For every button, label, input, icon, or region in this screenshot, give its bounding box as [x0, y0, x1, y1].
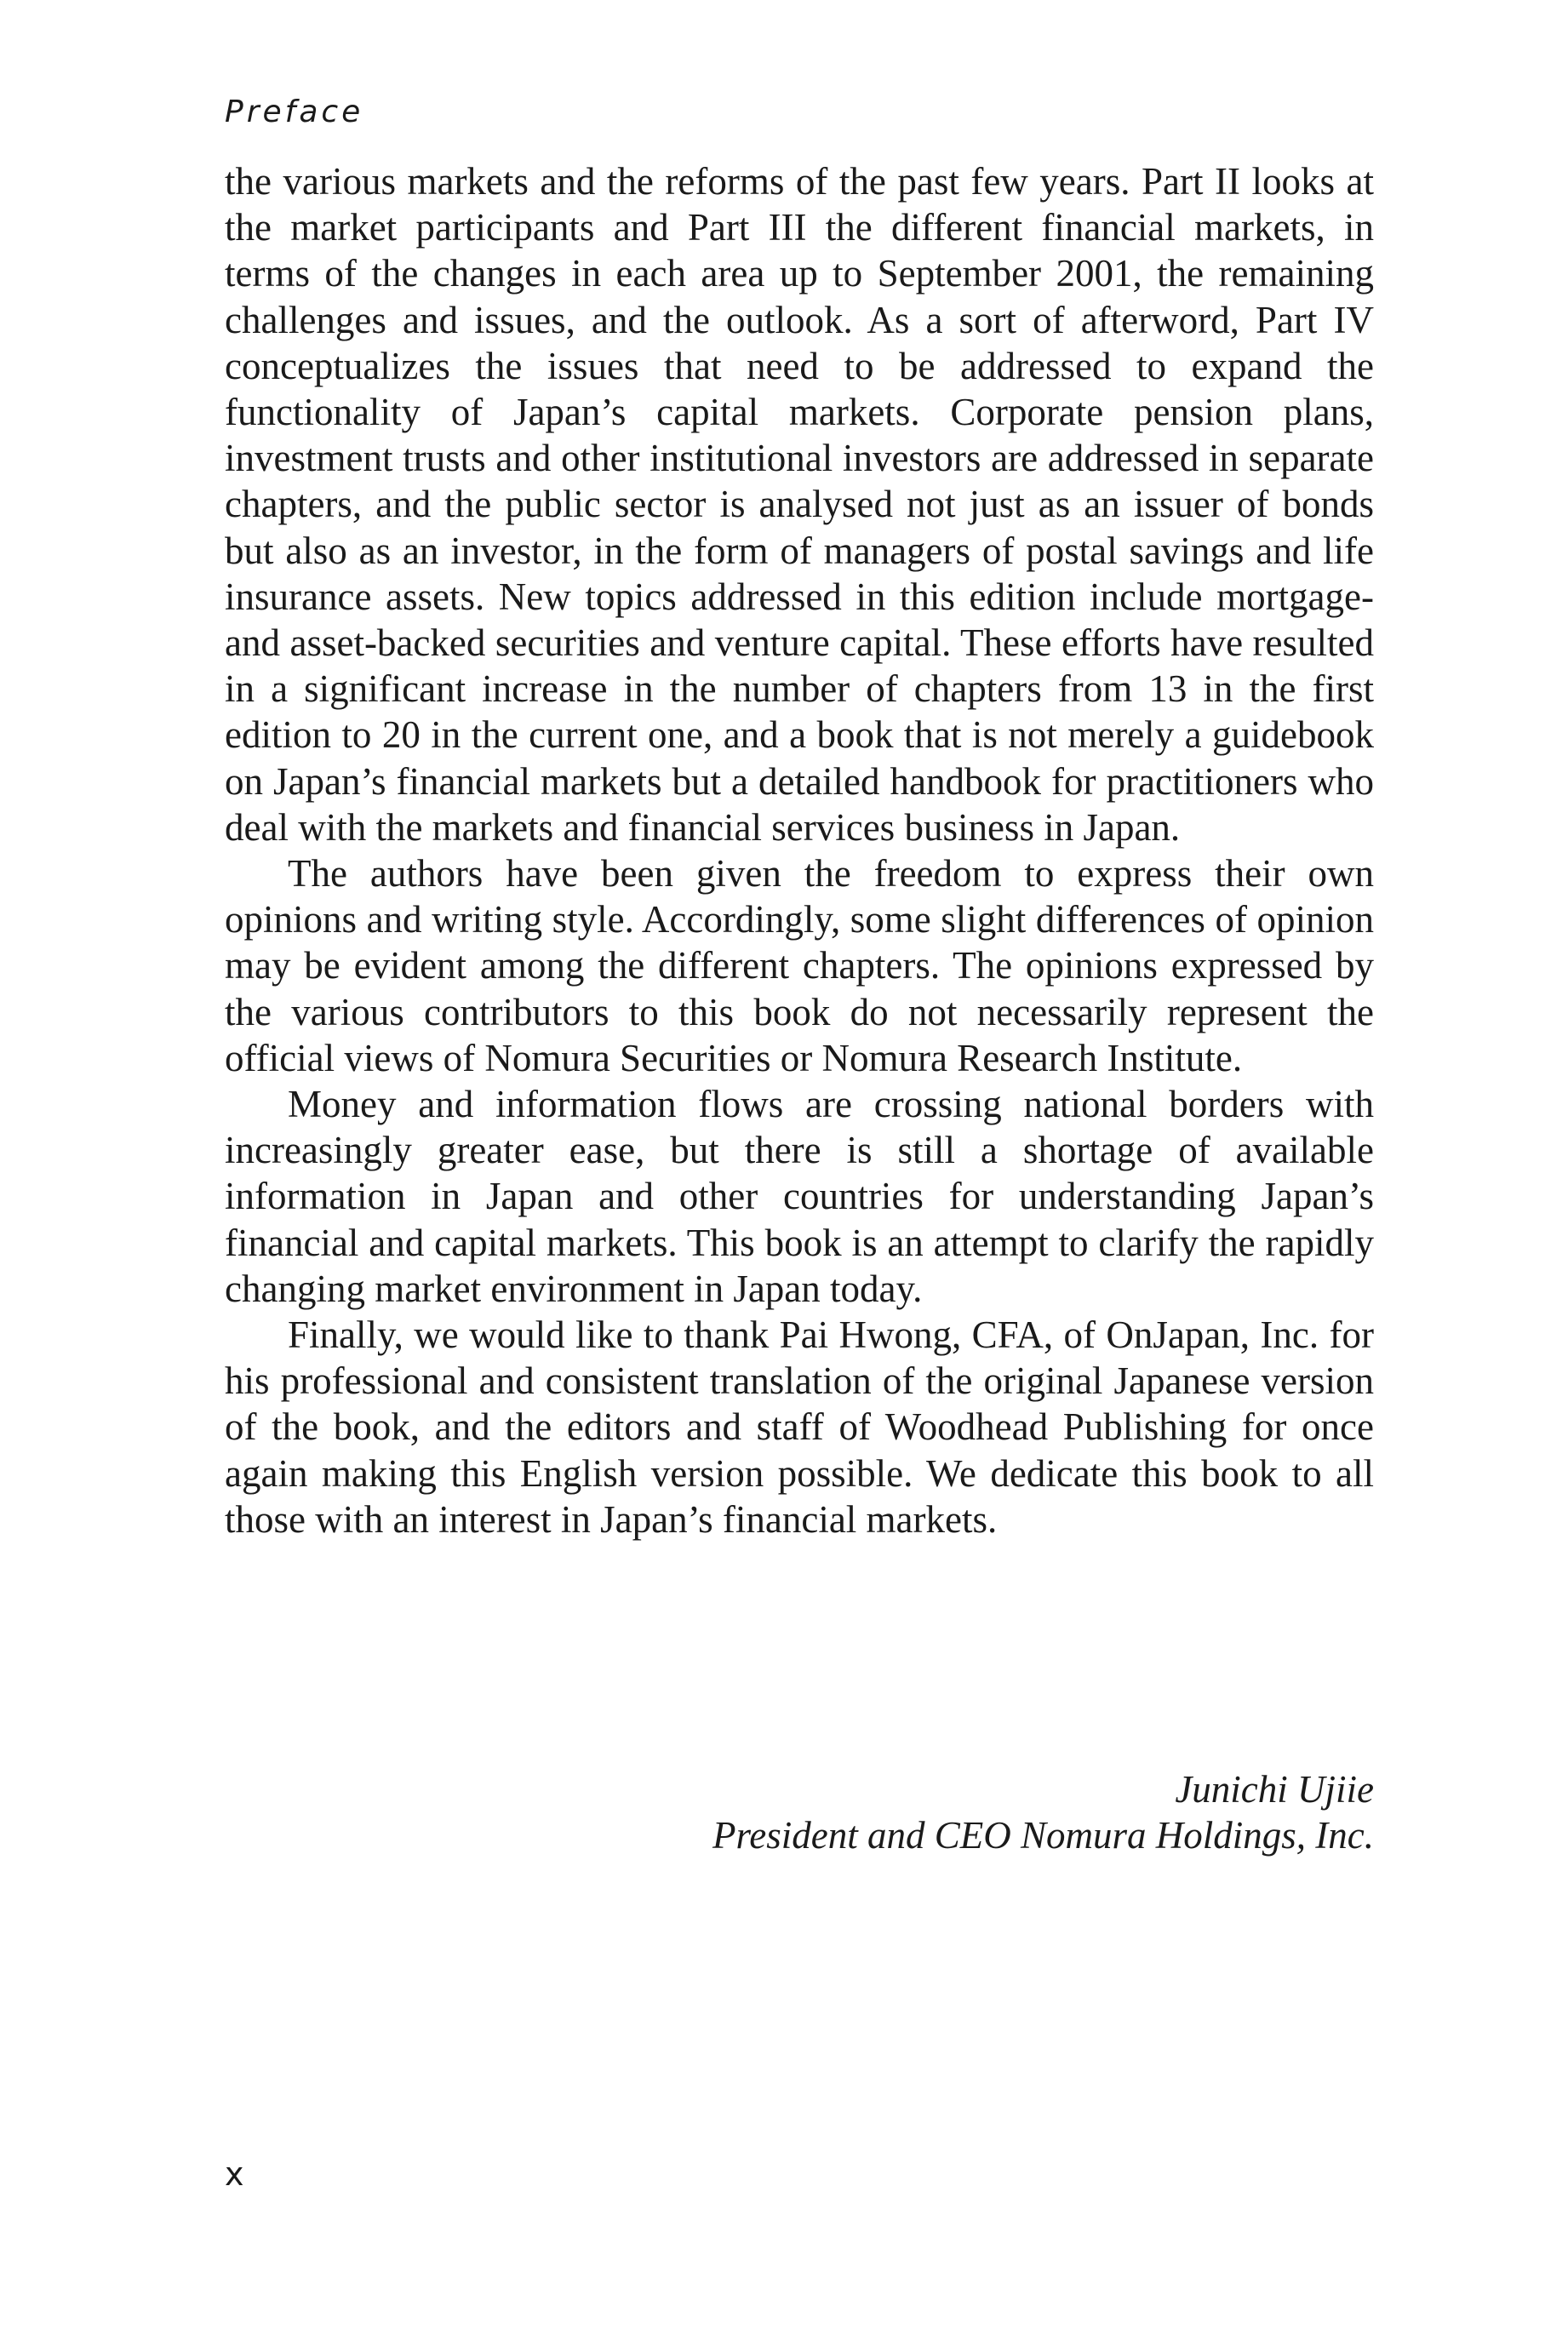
body-text	[225, 158, 1374, 1542]
signature-name: Junichi Ujiie	[1175, 1768, 1374, 1811]
paragraph-authors-freedom: The authors have been given the freedom to express their own opinions and writing style. Accordingly, some slight differences of opinion may be evident among the different chapters. The opinions expressed by the various contributors to this book do not necessarily represent the official views of Nomura Securities or Nomura Research Institute.	[225, 852, 1374, 1079]
page-number: x	[225, 2155, 244, 2193]
running-head: Preface	[225, 94, 364, 129]
paragraph-acknowledgements: Finally, we would like to thank Pai Hwong, CFA, of OnJapan, Inc. for his professional and consistent translation of the original Japanese version of the book, and the editors and staff of Woodhead Publishing for once again making this English version possible. We dedicate this book to all those with an interest in Japan’s financial markets.	[225, 1313, 1374, 1541]
paragraph-continuation: the various markets and the reforms of the past few years. Part II looks at the market participants and Part III the different financial markets, in terms of the changes in each area up to September 2001, the remaining challenges and issues, and the outlook. As a sort of afterword, Part IV conceptualizes the issues that need to be addressed to expand the functionality of Japan’s capital markets. Corporate pension plans, investment trusts and other institutional investors are addressed in separate chapters, and the public sector is analysed not just as an issuer of bonds but also as an investor, in the form of managers of postal savings and life insurance assets. New topics addressed in this edition include mortgage- and asset-backed securities and venture capital. These efforts have resulted in a significant increase in the number of chapters from 13 in the first edition to 20 in the current one, and a book that is not merely a guidebook on Japan’s financial markets but a detailed handbook for practitioners who deal with the markets and financial services business in Japan.	[225, 160, 1374, 849]
signature-title: President and CEO Nomura Holdings, Inc.	[712, 1814, 1374, 1857]
paragraph-information-flows: Money and information flows are crossing national borders with increasingly greater ease, but there is still a shortage of available information in Japan and other countries for understanding Japan’s financial and capital markets. This book is an attempt to clarify the rapidly changing market environment in Japan today.	[225, 1083, 1374, 1310]
signature-block	[438, 1766, 1374, 1858]
